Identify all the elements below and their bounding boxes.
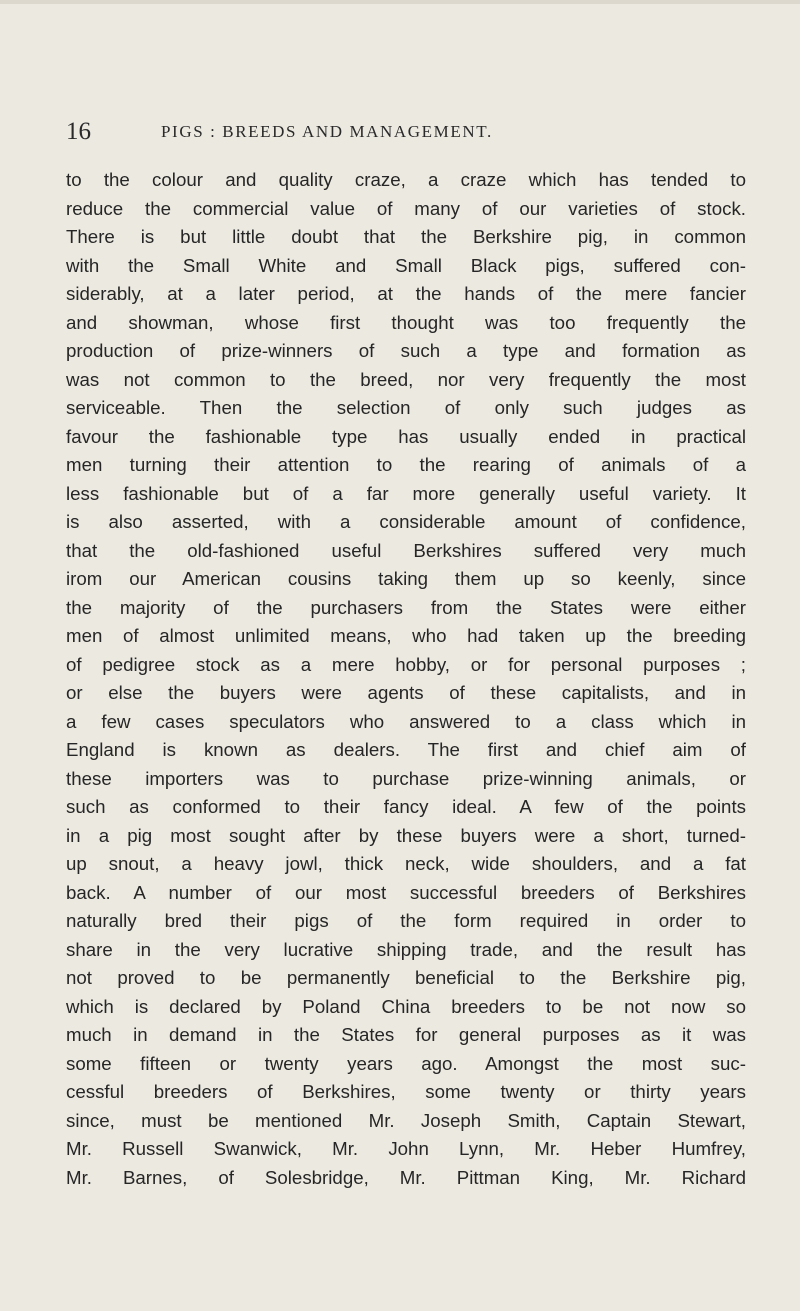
text-line: production of prize-winners of such a type and formation as [66, 340, 746, 361]
page-header [66, 117, 766, 147]
text-line: Mr. Russell Swanwick, Mr. John Lynn, Mr. Heber Humfrey, [66, 1138, 746, 1159]
text-line: up snout, a heavy jowl, thick neck, wide shoulders, and a fat [66, 853, 746, 874]
text-line: favour the fashionable type has usually ended in practical [66, 425, 746, 447]
text-line: to the colour and quality craze, a craze which has tended to [66, 169, 746, 190]
text-line: with the Small White and Small Black pigs, suffered con- [66, 254, 746, 276]
text-line: or else the buyers were agents of these capitalists, and in [66, 682, 746, 703]
text-line: less fashionable but of a far more generally useful variety. It [66, 482, 746, 504]
text-line: since, must be mentioned Mr. Joseph Smith, Captain Stewart, [66, 1109, 746, 1131]
text-line: men turning their attention to the rearing of animals of a [66, 454, 746, 475]
text-line: siderably, at a later period, at the hands of the mere fancier [66, 283, 746, 304]
text-line: the majority of the purchasers from the States were either [66, 596, 746, 618]
text-line: share in the very lucrative shipping trade, and the result has [66, 938, 746, 960]
page-edge [0, 0, 800, 4]
text-line: not proved to be permanently beneficial to the Berkshire pig, [66, 967, 746, 988]
text-line: such as conformed to their fancy ideal. A few of the points [66, 796, 746, 817]
text-line: reduce the commercial value of many of our varieties of stock. [66, 197, 746, 219]
text-line: back. A number of our most successful breeders of Berkshires [66, 881, 746, 903]
text-line: men of almost unlimited means, who had taken up the breeding [66, 625, 746, 646]
text-line: some fifteen or twenty years ago. Amongst the most suc- [66, 1052, 746, 1074]
text-line: was not common to the breed, nor very frequently the most [66, 368, 746, 390]
text-line: cessful breeders of Berkshires, some twenty or thirty years [66, 1081, 746, 1102]
text-line: much in demand in the States for general purposes as it was [66, 1024, 746, 1045]
text-line: of pedigree stock as a mere hobby, or for personal purposes ; [66, 653, 746, 675]
text-line: a few cases speculators who answered to a class which in [66, 710, 746, 732]
text-line: naturally bred their pigs of the form required in order to [66, 910, 746, 931]
text-line: and showman, whose first thought was too frequently the [66, 311, 746, 333]
text-line: is also asserted, with a considerable amount of confidence, [66, 511, 746, 532]
text-line: irom our American cousins taking them up so keenly, since [66, 568, 746, 589]
text-line: these importers was to purchase prize-winning animals, or [66, 767, 746, 789]
text-line: which is declared by Poland China breeders to be not now so [66, 995, 746, 1017]
text-line: that the old-fashioned useful Berkshires suffered very much [66, 539, 746, 561]
page-number: 16 [66, 118, 91, 145]
text-line: Mr. Barnes, of Solesbridge, Mr. Pittman King, Mr. Richard [66, 1166, 746, 1188]
text-line: in a pig most sought after by these buyers were a short, turned- [66, 824, 746, 846]
text-line: There is but little doubt that the Berkshire pig, in common [66, 226, 746, 247]
body-text [66, 166, 746, 1192]
text-line: serviceable. Then the selection of only such judges as [66, 397, 746, 418]
running-head: PIGS : BREEDS AND MANAGEMENT. [161, 122, 493, 141]
text-line: England is known as dealers. The first and chief aim of [66, 739, 746, 760]
